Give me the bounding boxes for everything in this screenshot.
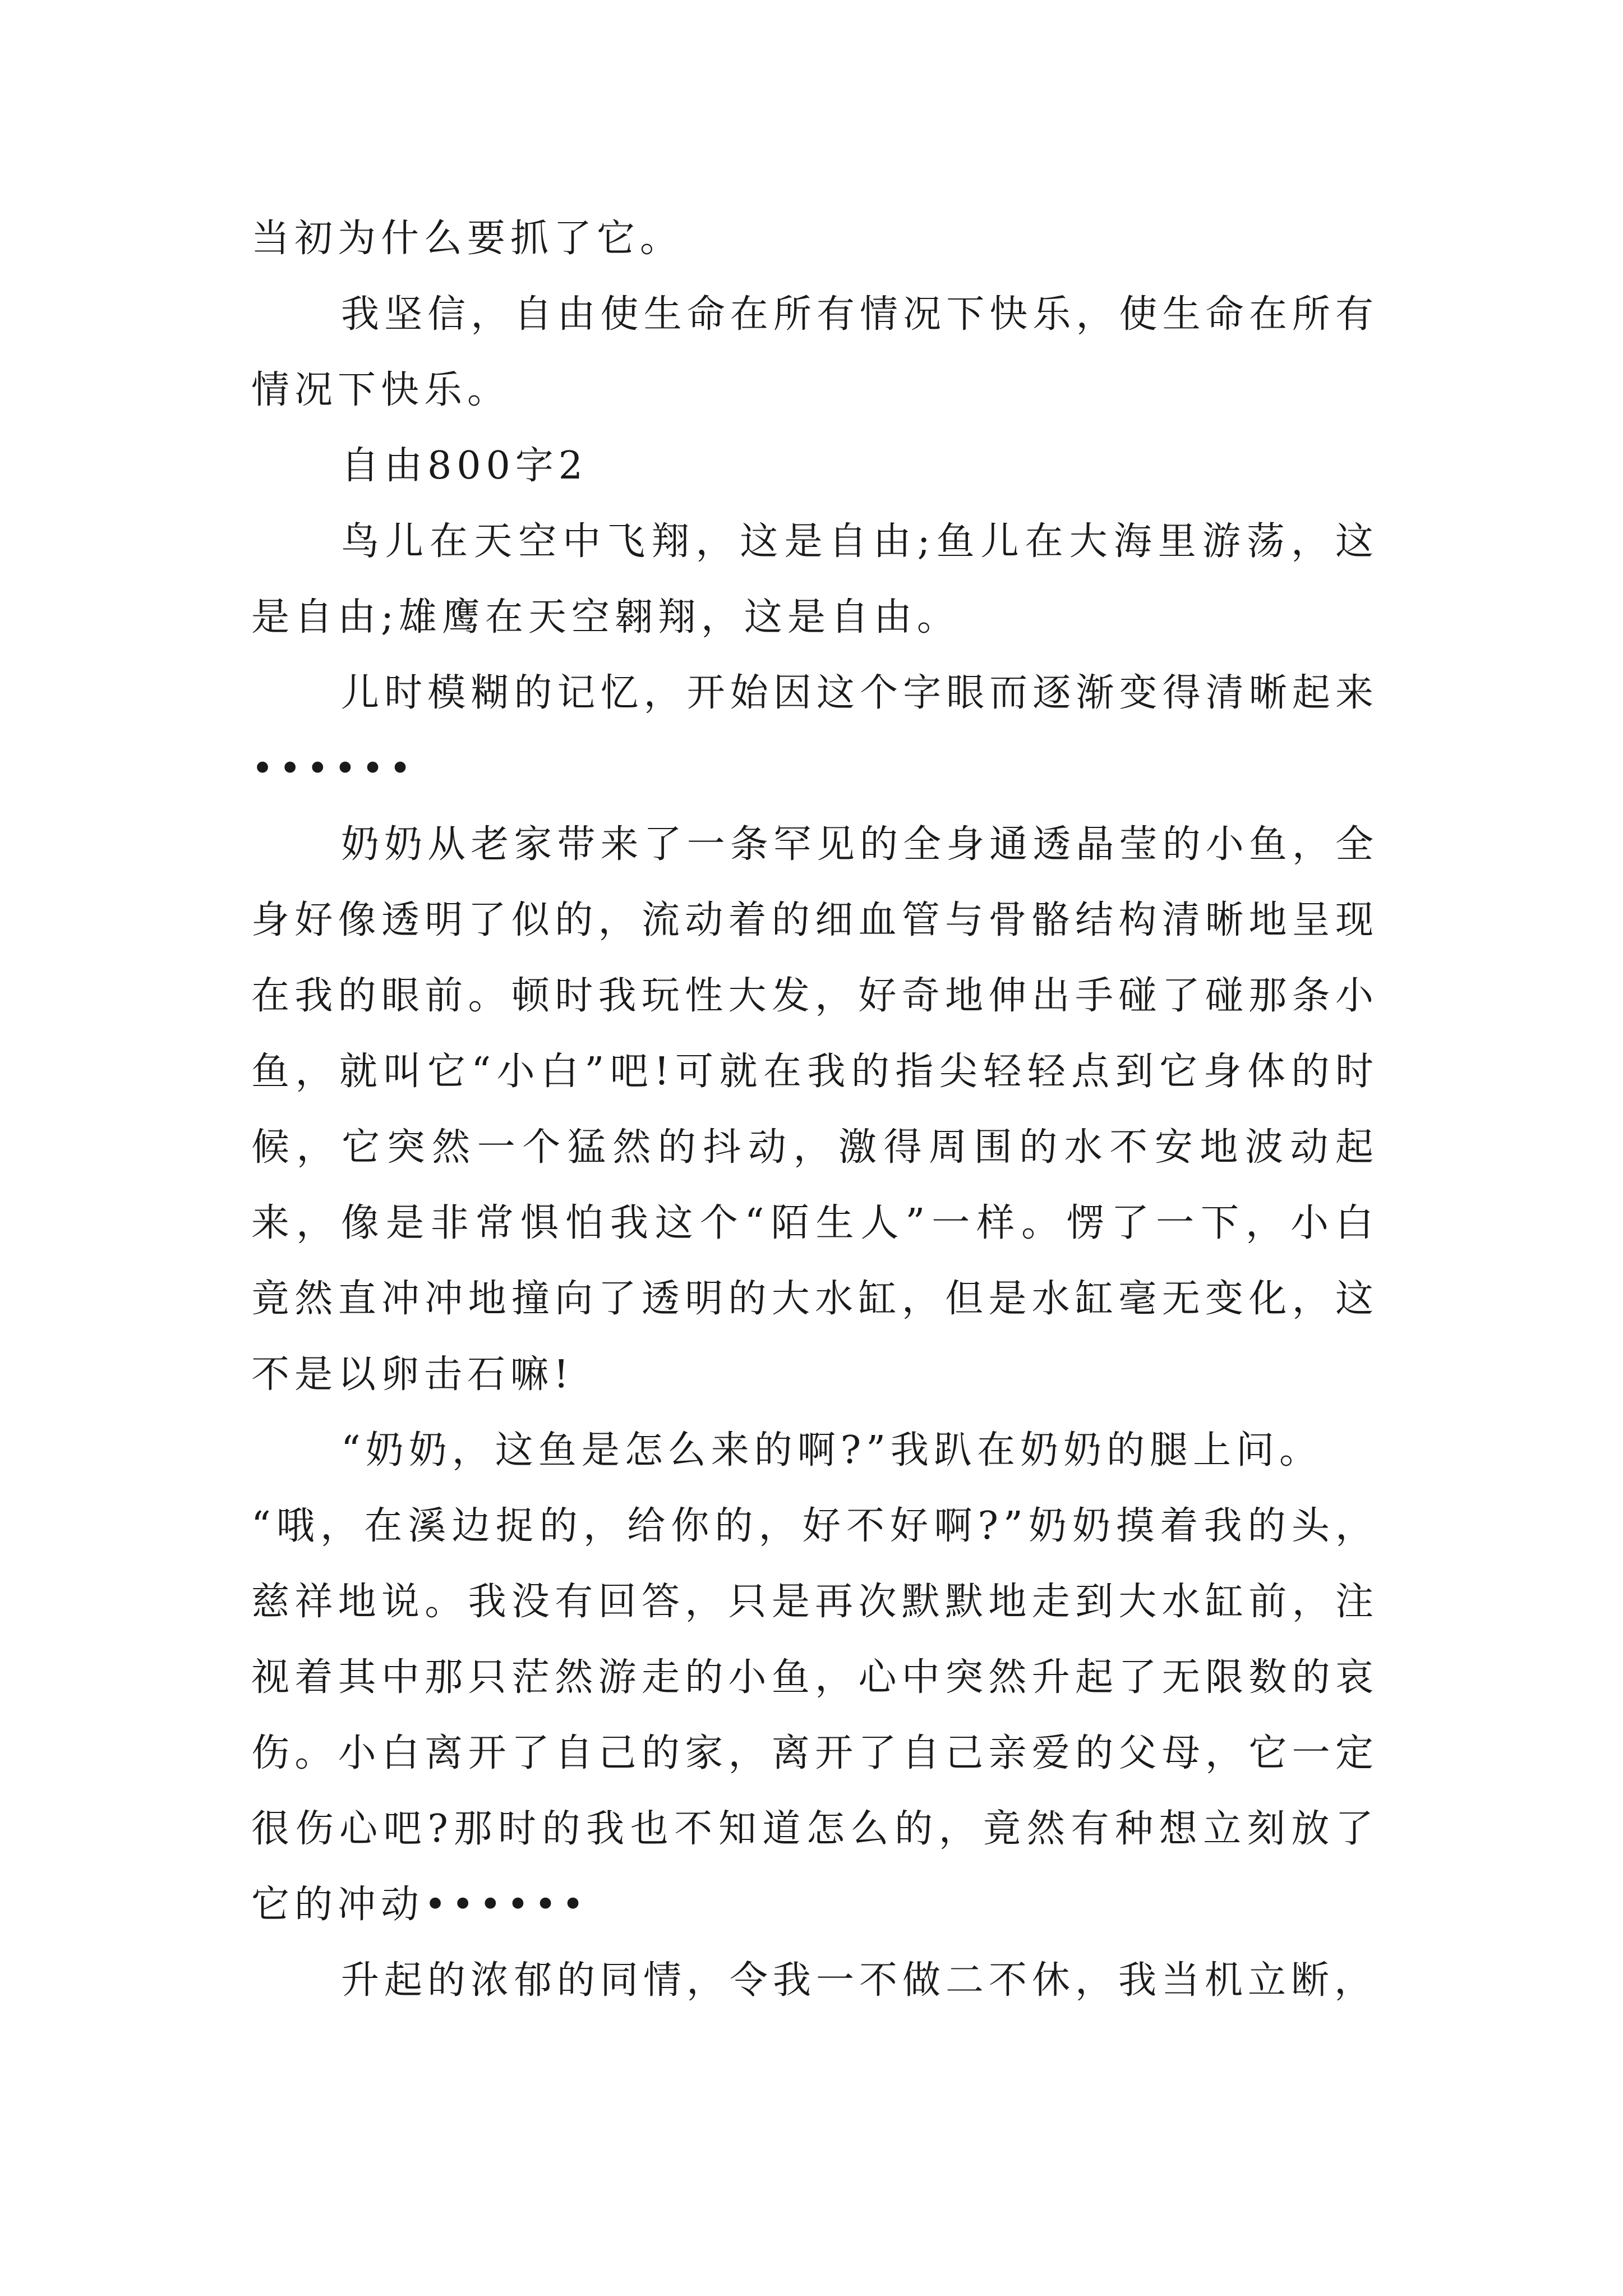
paragraph: “哦，在溪边捉的，给你的，好不好啊?”奶奶摸着我的头，慈祥地说。我没有回答，只是再次默默地走到大水缸前，注视着其中那只茫然游走的小鱼，心中突然升起了无限数的哀伤。小白离开了自己的家，离开了自己亲爱的父母，它一定很伤心吧?那时的我也不知道怎么的，竟然有种想立刻放了它的冲动•••••• xyxy=(251,1504,1378,1927)
section-heading: 自由800字2 xyxy=(341,444,588,488)
paragraph: 升起的浓郁的同情，令我一不做二不休，我当机立断， xyxy=(341,1958,1378,2003)
paragraph: 儿时模糊的记忆，开始因这个字眼而逐渐变得清晰起来•••••• xyxy=(251,671,1378,791)
document-body xyxy=(251,201,1378,2018)
paragraph: 奶奶从老家带来了一条罕见的全身通透晶莹的小鱼，全身好像透明了似的，流动着的细血管与骨骼结构清晰地呈现在我的眼前。顿时我玩性大发，好奇地伸出手碰了碰那条小鱼，就叫它“小白”吧!可就在我的指尖轻轻点到它身体的时候，它突然一个猛然的抖动，激得周围的水不安地波动起来，像是非常惧怕我这个“陌生人”一样。愣了一下，小白竟然直冲冲地撞向了透明的大水缸，但是水缸毫无变化，这不是以卵击石嘛! xyxy=(251,822,1378,1397)
paragraph: 我坚信，自由使生命在所有情况下快乐，使生命在所有情况下快乐。 xyxy=(251,292,1378,412)
paragraph: 鸟儿在天空中飞翔，这是自由;鱼儿在大海里游荡，这是自由;雄鹰在天空翱翔，这是自由。 xyxy=(251,519,1378,639)
paragraph: 当初为什么要抓了它。 xyxy=(251,217,684,261)
paragraph: “奶奶，这鱼是怎么来的啊?”我趴在奶奶的腿上问。 xyxy=(341,1428,1322,1473)
